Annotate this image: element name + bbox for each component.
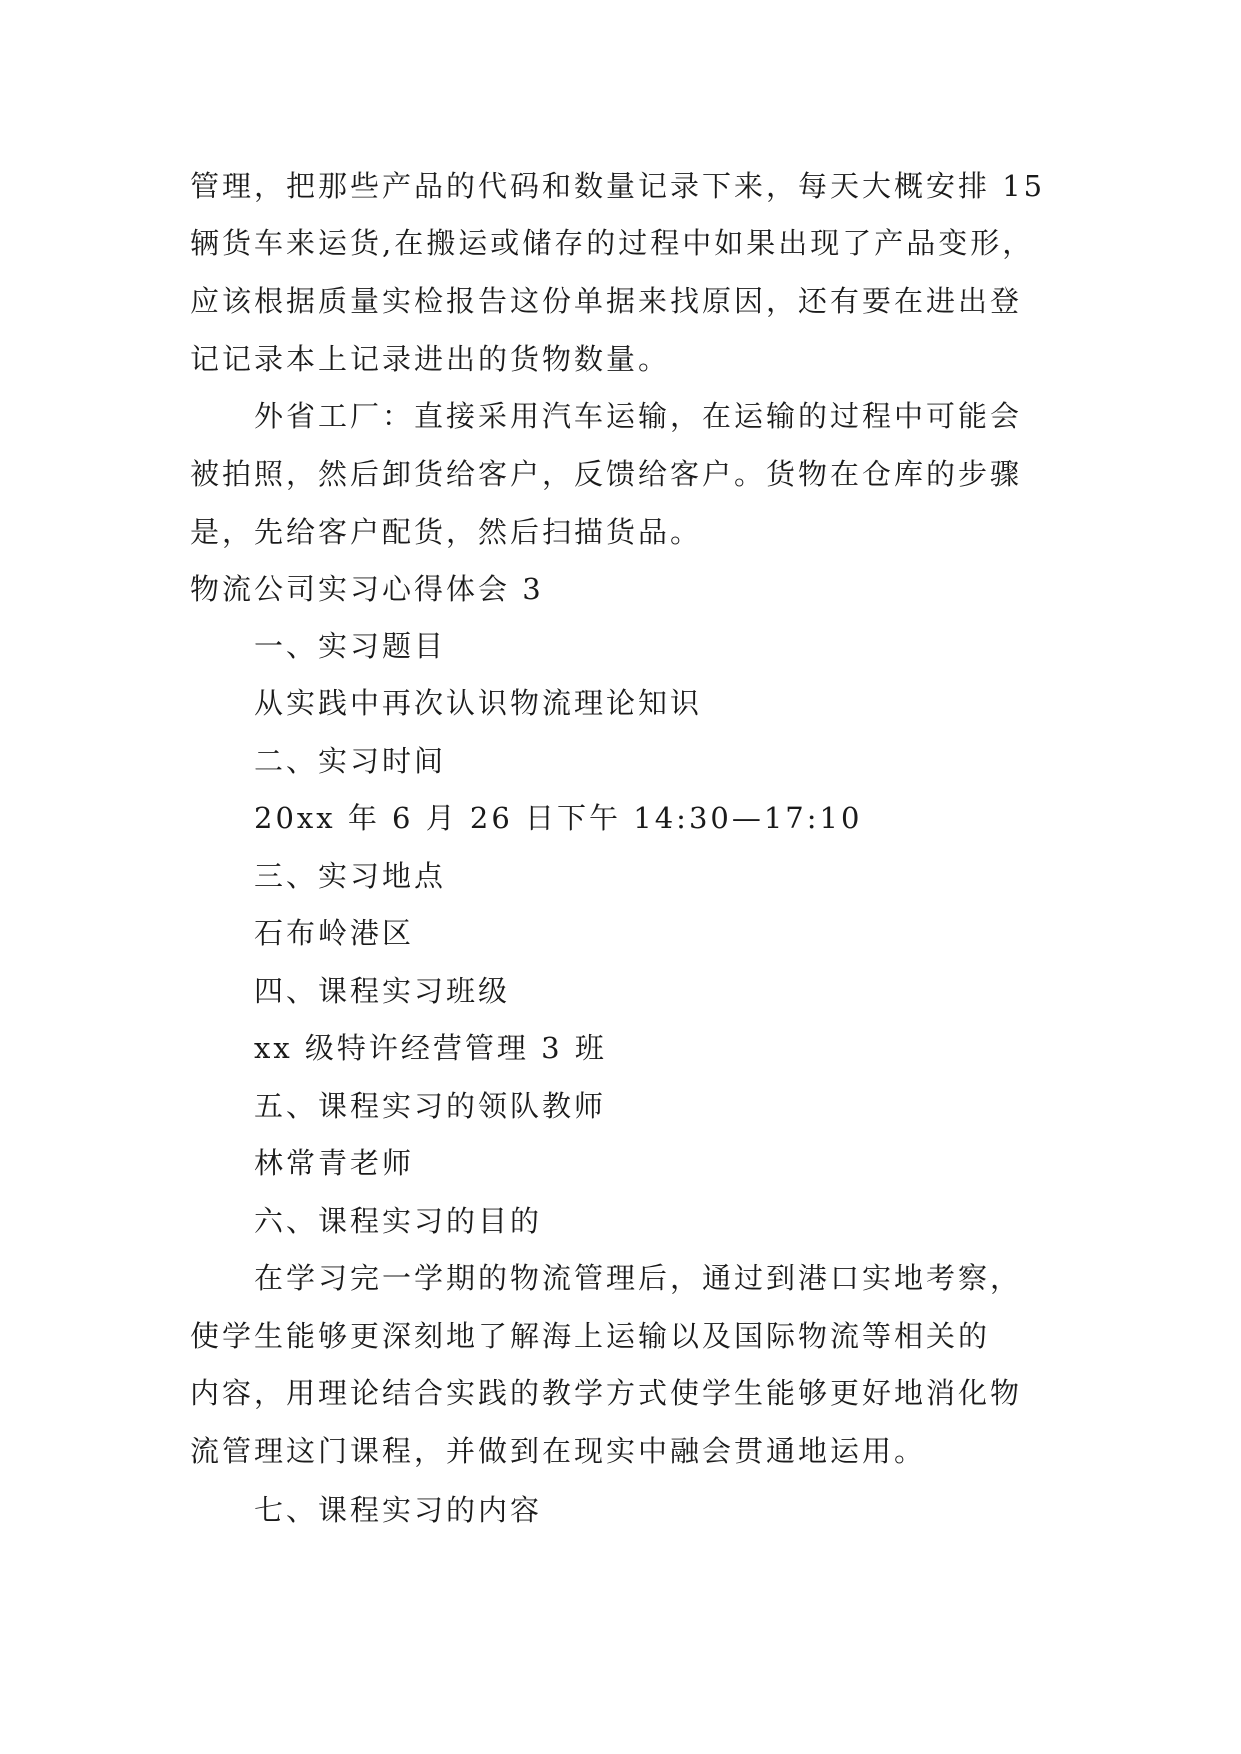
body-text-line: 管理，把那些产品的代码和数量记录下来，每天大概安排 15	[190, 169, 1046, 203]
content-item: 石布岭港区	[254, 916, 415, 950]
heading-item: 二、实习时间	[254, 744, 447, 778]
content-item: xx 级特许经营管理 3 班	[254, 1031, 607, 1065]
content-item: 从实践中再次认识物流理论知识	[254, 686, 703, 720]
heading-item: 五、课程实习的领队教师	[254, 1089, 607, 1123]
content-item: 20xx 年 6 月 26 日下午 14:30—17:10	[254, 801, 863, 835]
heading-item: 三、实习地点	[254, 859, 447, 893]
body-text-line: 在学习完一学期的物流管理后，通过到港口实地考察，	[254, 1261, 1023, 1295]
section-title: 物流公司实习心得体会 3	[190, 572, 544, 606]
body-text-line: 流管理这门课程，并做到在现实中融会贯通地运用。	[190, 1434, 927, 1468]
heading-item: 四、课程实习班级	[254, 974, 511, 1008]
body-text-line: 使学生能够更深刻地了解海上运输以及国际物流等相关的	[190, 1319, 991, 1353]
body-text-line: 记记录本上记录进出的货物数量。	[190, 342, 671, 376]
heading-item: 七、课程实习的内容	[254, 1493, 543, 1527]
heading-item: 一、实习题目	[254, 629, 447, 663]
body-text-line: 外省工厂：直接采用汽车运输，在运输的过程中可能会	[254, 399, 1023, 433]
body-text-line: 应该根据质量实检报告这份单据来找原因，还有要在进出登	[190, 284, 1023, 318]
content-item: 林常青老师	[254, 1146, 415, 1180]
heading-item: 六、课程实习的目的	[254, 1204, 543, 1238]
body-text-line: 内容，用理论结合实践的教学方式使学生能够更好地消化物	[190, 1376, 1023, 1410]
body-text-line: 辆货车来运货,在搬运或储存的过程中如果出现了产品变形，	[190, 226, 1035, 260]
body-text-line: 是，先给客户配货，然后扫描货品。	[190, 515, 703, 549]
body-text-line: 被拍照，然后卸货给客户，反馈给客户。货物在仓库的步骤	[190, 457, 1023, 491]
